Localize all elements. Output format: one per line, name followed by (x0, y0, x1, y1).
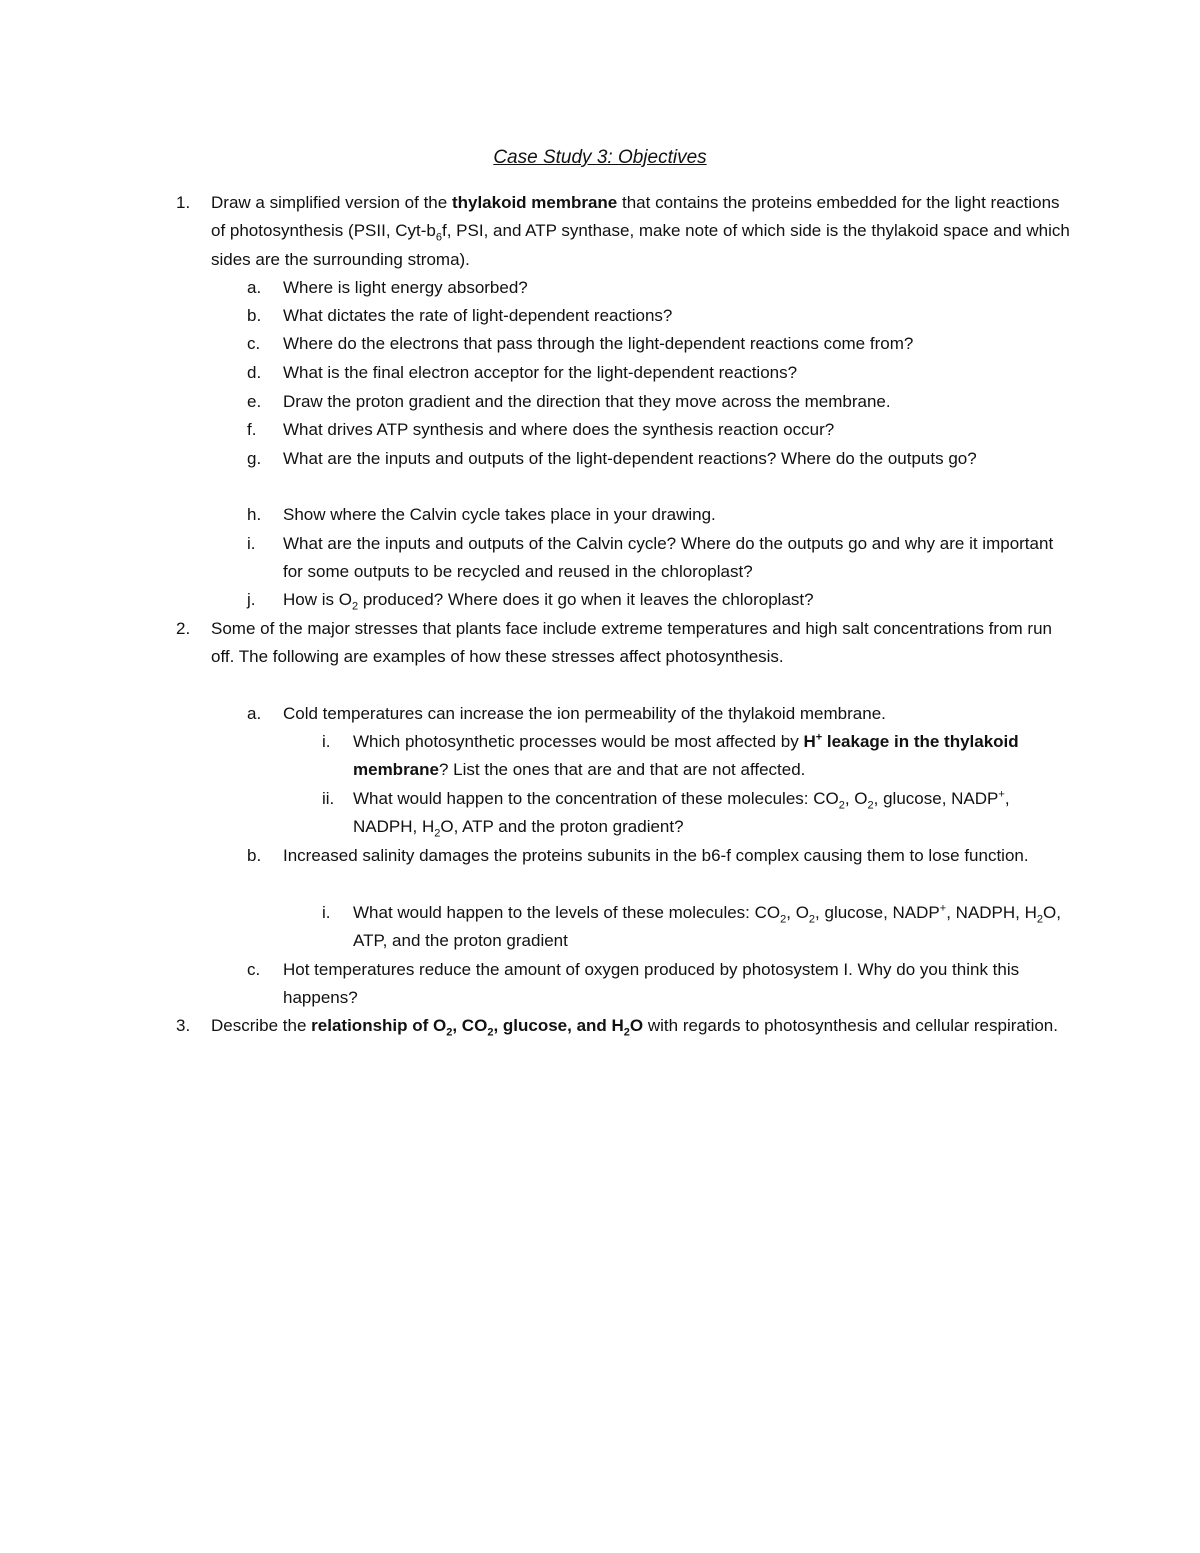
subquestion-label: c. (247, 334, 261, 353)
subquestion-label: e. (247, 392, 262, 411)
subquestion-text: Where do the electrons that pass through the light-dependent reactions come from? (283, 334, 914, 353)
subquestion-label: i. (247, 534, 256, 553)
subquestion-text: What are the inputs and outputs of the Calvin cycle? Where do the outputs go and why are it important for some outputs to be recycled and reused in the chloroplast? (283, 534, 1054, 582)
subquestion-label: d. (247, 363, 262, 382)
subquestion-label: i. (322, 903, 331, 922)
subquestion-text: What drives ATP synthesis and where does the synthesis reaction occur? (283, 420, 835, 439)
subquestion-label: j. (247, 590, 256, 609)
subquestion-label: b. (247, 306, 262, 325)
subquestion-text: What dictates the rate of light-dependent reactions? (283, 306, 673, 325)
subquestion-label: a. (247, 704, 262, 723)
subquestion-label: f. (247, 420, 257, 439)
subquestion-text: What are the inputs and outputs of the light-dependent reactions? Where do the outputs go? (283, 449, 977, 468)
page-title: Case Study 3: Objectives (493, 147, 707, 168)
subquestion-text: Draw the proton gradient and the direction that they move across the membrane. (283, 392, 891, 411)
question-number: 1. (176, 193, 191, 212)
subquestion-text: What would happen to the levels of these molecules: $CO_2$, $O_2$, glucose, NADP+, NADPH, $H_2O$, ATP, and the proton gradient (353, 902, 1061, 951)
question-text: Draw a simplified version of the thylakoid membrane that contains the proteins embedded for the light reactions of photosynthesis (PSII, Cyt-$b_6f$, PSI, and ATP synthase, make note of which side is the thylakoid space and which sides are the surrounding stroma). (211, 193, 1070, 269)
question-text: Some of the major stresses that plants face include extreme temperatures and high salt concentrations from run off. The following are examples of how these stresses affect photosynthesis. (211, 619, 1052, 667)
question-text: Describe the relationship of $O_2$, $CO_2$, glucose, and $H_2O$ with regards to photosynthesis and cellular respiration. (211, 1016, 1058, 1039)
subquestion-label: a. (247, 278, 262, 297)
question-number: 2. (176, 619, 191, 638)
subquestion-label: ii. (322, 789, 335, 808)
subquestion-label: b. (247, 846, 262, 865)
subquestion-text: Cold temperatures can increase the ion permeability of the thylakoid membrane. (283, 704, 886, 723)
subquestion-text: Where is light energy absorbed? (283, 278, 528, 297)
subquestion-text: What would happen to the concentration of these molecules: $CO_2$, $O_2$, glucose, NADP+, NADPH, $H_2O$, ATP and the proton gradient? (353, 788, 1010, 840)
subquestion-text: Show where the Calvin cycle takes place in your drawing. (283, 505, 716, 524)
subquestion-label: i. (322, 732, 331, 751)
subquestion-text: Increased salinity damages the proteins subunits in the b6-f complex causing them to lose function. (283, 846, 1029, 865)
subquestion-text: Which photosynthetic processes would be most affected by H+ leakage in the thylakoid membrane? List the ones that are and that are not affected. (353, 731, 1019, 780)
subquestion-text: How is $O_2$ produced? Where does it go when it leaves the chloroplast? (283, 590, 814, 613)
subquestion-text: Hot temperatures reduce the amount of oxygen produced by photosystem I. Why do you think this happens? (283, 960, 1020, 1008)
subquestion-label: g. (247, 449, 262, 468)
subquestion-label: c. (247, 960, 261, 979)
subquestion-label: h. (247, 505, 262, 524)
question-number: 3. (176, 1016, 191, 1035)
subquestion-text: What is the final electron acceptor for the light-dependent reactions? (283, 363, 798, 382)
